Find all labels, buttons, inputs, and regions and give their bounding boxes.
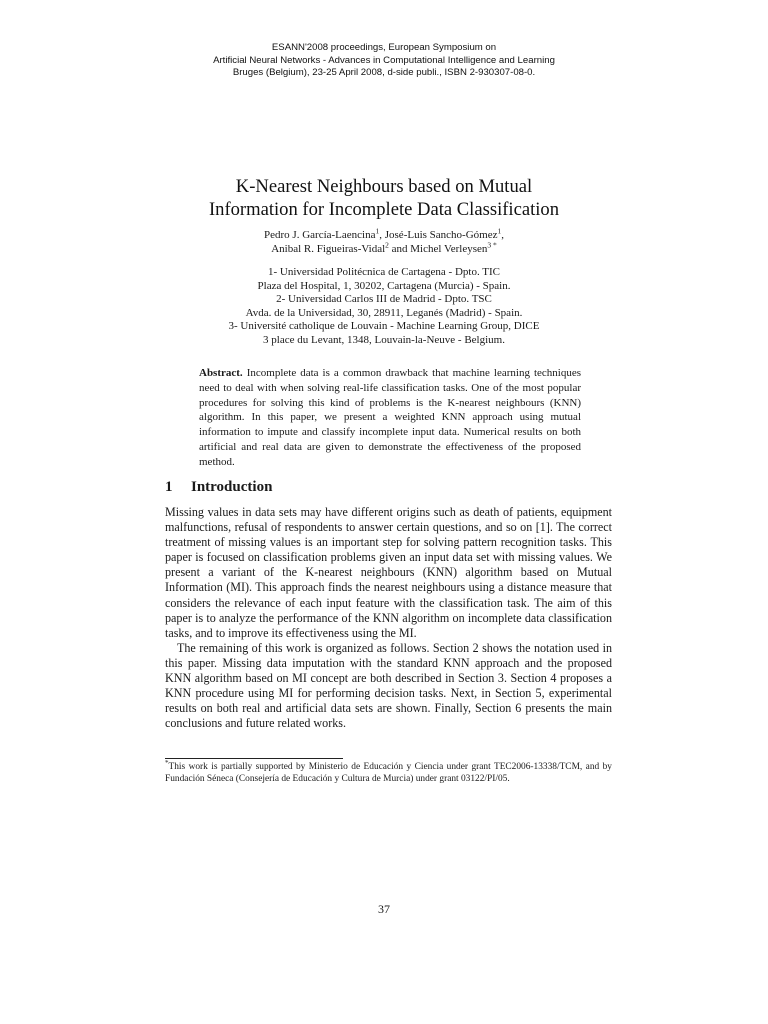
author-list (0, 226, 768, 256)
abstract-text: Incomplete data is a common drawback that machine learning techniques need to deal with when solving real-life classification tasks. One of the most popular procedures for solving this kind of problems is the K-nearest neighbours (KNN) algorithm. In this paper, we present a weighted KNN approach using mutual information to impute and classify incomplete input data. Numerical results on both artificial and real data are given to demonstrate the effectiveness of the proposed method. (199, 367, 582, 468)
abstract-label: Abstract. (199, 367, 243, 379)
section-number: 1 (165, 479, 173, 495)
footnote-mark: * (165, 758, 169, 767)
section-title: Introduction (191, 479, 273, 495)
affiliation-line: 3- Université catholique de Louvain - Machine Learning Group, DICE (228, 320, 540, 332)
affiliation-line: 1- Universidad Politécnica de Cartagena - Dpto. TIC (268, 266, 500, 278)
affiliation-line: Plaza del Hospital, 1, 30202, Cartagena (Murcia) - Spain. (257, 279, 511, 292)
section-heading (165, 478, 272, 496)
header-line: Bruges (Belgium), 23-25 April 2008, d-side publi., ISBN 2-930307-08-0. (232, 67, 536, 78)
author-name: José-Luis Sancho-Gómez (384, 229, 498, 241)
author-name: Pedro J. García-Laencina (264, 229, 376, 241)
body-paragraph: Missing values in data sets may have different origins such as death of patients, equipment malfunctions, refusal of respondents to answer certain questions, and so on [1]. The correct treatment of missing values is an important step for solving pattern recognition tasks. This paper is focused on classification problems given an input data set with missing values. We present a variant of the K-nearest neighbours (KNN) algorithm based on Mutual Information (MI). This approach finds the nearest neighbours using a distance measure that considers the relevance of each input feature with the classification task. The aim of this paper is to analyze the performance of the KNN algorithm on incomplete data classification tasks, and to improve its effectiveness using the MI. (165, 505, 612, 640)
author-affil-sup: 1 (497, 226, 502, 236)
header-line: Artificial Neural Networks - Advances in Computational Intelligence and Learning (213, 54, 555, 66)
paper-title (0, 175, 768, 221)
author-name: Michel Verleysen (410, 242, 488, 255)
footnote-text: This work is partially supported by Ministerio de Educación y Ciencia under grant TEC2006-13338/TCM, and by Fundación Séneca (Consejería de Educación y Cultura de Murcia) under grant 03122/PI/05. (165, 762, 612, 784)
abstract (199, 366, 581, 470)
author-separator: and (388, 242, 411, 255)
author-separator: , (501, 229, 504, 241)
footnote (165, 758, 612, 785)
footnote-rule (165, 758, 343, 759)
body-paragraph: The remaining of this work is organized as follows. Section 2 shows the notation used in this paper. Missing data imputation with the standard KNN approach and the proposed KNN algorithm based on MI concept are both described in Section 3. Section 4 proposes a KNN procedure using MI for performing decision tasks. Next, in Section 5, experimental results on both real and artificial data sets are shown. Finally, Section 6 presents the main conclusions and future related works. (165, 640, 612, 731)
author-affil-sup: 3 * (487, 239, 497, 249)
section-body (165, 505, 612, 731)
proceedings-header (0, 42, 768, 80)
affiliations (0, 266, 768, 347)
author-affil-sup: 1 (375, 226, 380, 236)
title-line: Information for Incomplete Data Classification (208, 199, 560, 220)
author-line (0, 239, 768, 257)
page-number: 37 (378, 902, 390, 916)
author-separator: , (379, 229, 385, 241)
affiliation-line: 2- Universidad Carlos III de Madrid - Dpto. TSC (276, 293, 492, 305)
title-line: K-Nearest Neighbours based on Mutual (235, 176, 533, 197)
affiliation-line: 3 place du Levant, 1348, Louvain-la-Neuve - Belgium. (263, 333, 505, 346)
author-name: Anibal R. Figueiras-Vidal (271, 242, 386, 255)
header-line: ESANN'2008 proceedings, European Symposium on (271, 42, 497, 53)
author-line (0, 226, 768, 243)
author-affil-sup: 2 (385, 239, 389, 249)
affiliation-line: Avda. de la Universidad, 30, 28911, Leganés (Madrid) - Spain. (245, 306, 523, 319)
